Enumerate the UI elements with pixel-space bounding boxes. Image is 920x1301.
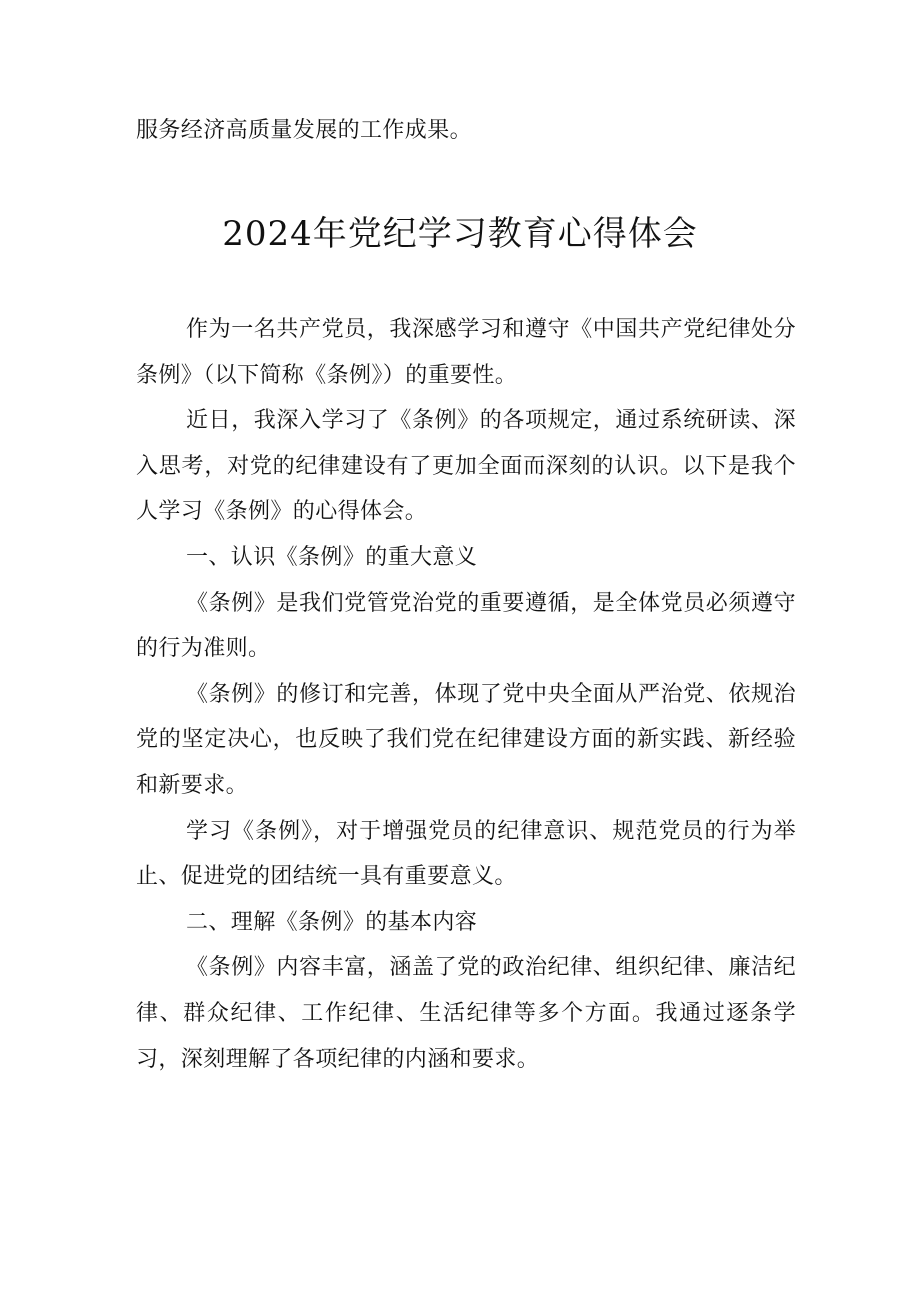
document-title: 2024年党纪学习教育心得体会 [222, 214, 698, 254]
paragraph-intro: 作为一名共产党员，我深感学习和遵守《中国共产党纪律处分条例》（以下简称《条例》）的重要性。 [136, 317, 796, 388]
paragraph-significance-1: 《条例》是我们党管党治党的重要遵循，是全体党员必须遵守的行为准则。 [136, 590, 796, 662]
section-heading-2: 二、理解《条例》的基本内容 [186, 909, 478, 935]
paragraph-significance-3: 学习《条例》，对于增强党员的纪律意识、规范党员的行为举止、促进党的团结统一具有重要意义。 [136, 818, 796, 890]
paragraph-significance-2: 《条例》的修订和完善，体现了党中央全面从严治党、依规治党的坚定决心，也反映了我们党在纪律建设方面的新实践、新经验和新要求。 [136, 681, 796, 798]
continuation-text [136, 108, 796, 154]
continuation-paragraph: 服务经济高质量发展的工作成果。 [136, 118, 473, 143]
document-body [136, 307, 796, 1082]
paragraph-content: 《条例》内容丰富，涵盖了党的政治纪律、组织纪律、廉洁纪律、群众纪律、工作纪律、生活纪律等多个方面。我通过逐条学习，深刻理解了各项纪律的内涵和要求。 [136, 955, 796, 1072]
paragraph-study: 近日，我深入学习了《条例》的各项规定，通过系统研读、深入思考，对党的纪律建设有了更加全面而深刻的认识。以下是我个人学习《条例》的心得体会。 [136, 408, 796, 525]
section-heading-1: 一、认识《条例》的重大意义 [186, 544, 478, 570]
